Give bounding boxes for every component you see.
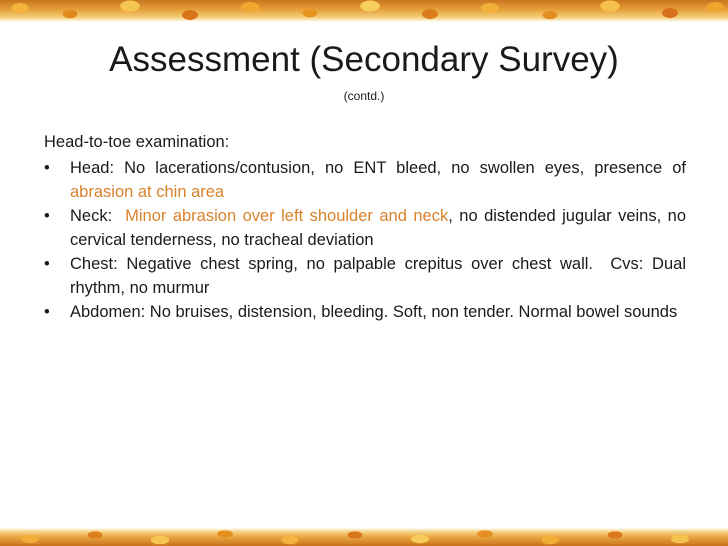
bullet-icon: • bbox=[44, 255, 50, 273]
findings-list bbox=[44, 156, 691, 324]
slide-title: Assessment (Secondary Survey) bbox=[109, 40, 619, 79]
bullet-icon: • bbox=[44, 303, 50, 321]
intro-text: Head-to-toe examination: bbox=[44, 133, 230, 151]
finding-neck bbox=[44, 204, 686, 252]
autumn-leaves-top-border bbox=[0, 0, 728, 22]
bullet-icon: • bbox=[44, 207, 50, 225]
finding-abdomen bbox=[44, 300, 686, 324]
finding-text: Head: No lacerations/contusion, no ENT bleed, no swollen eyes, presence of bbox=[70, 159, 686, 177]
finding-chest bbox=[44, 252, 691, 300]
finding-text: Abdomen: No bruises, distension, bleeding. Soft, non tender. Normal bowel sounds bbox=[70, 303, 678, 321]
autumn-leaves-bottom-border bbox=[0, 528, 728, 546]
finding-text: Chest: Negative chest spring, no palpable crepitus over chest wall. Cvs: Dual rhythm, no murmur bbox=[70, 255, 691, 297]
finding-text: Neck: bbox=[70, 207, 126, 225]
slide-body bbox=[44, 130, 691, 324]
finding-head bbox=[44, 156, 686, 204]
bullet-icon: • bbox=[44, 159, 50, 177]
slide-subtitle: (contd.) bbox=[343, 89, 385, 103]
finding-highlight: abrasion at chin area bbox=[70, 183, 225, 201]
finding-highlight: Minor abrasion over left shoulder and neck bbox=[125, 207, 449, 225]
finding-text-after: , no distended jugular veins, no cervical tenderness, no tracheal deviation bbox=[70, 207, 687, 249]
